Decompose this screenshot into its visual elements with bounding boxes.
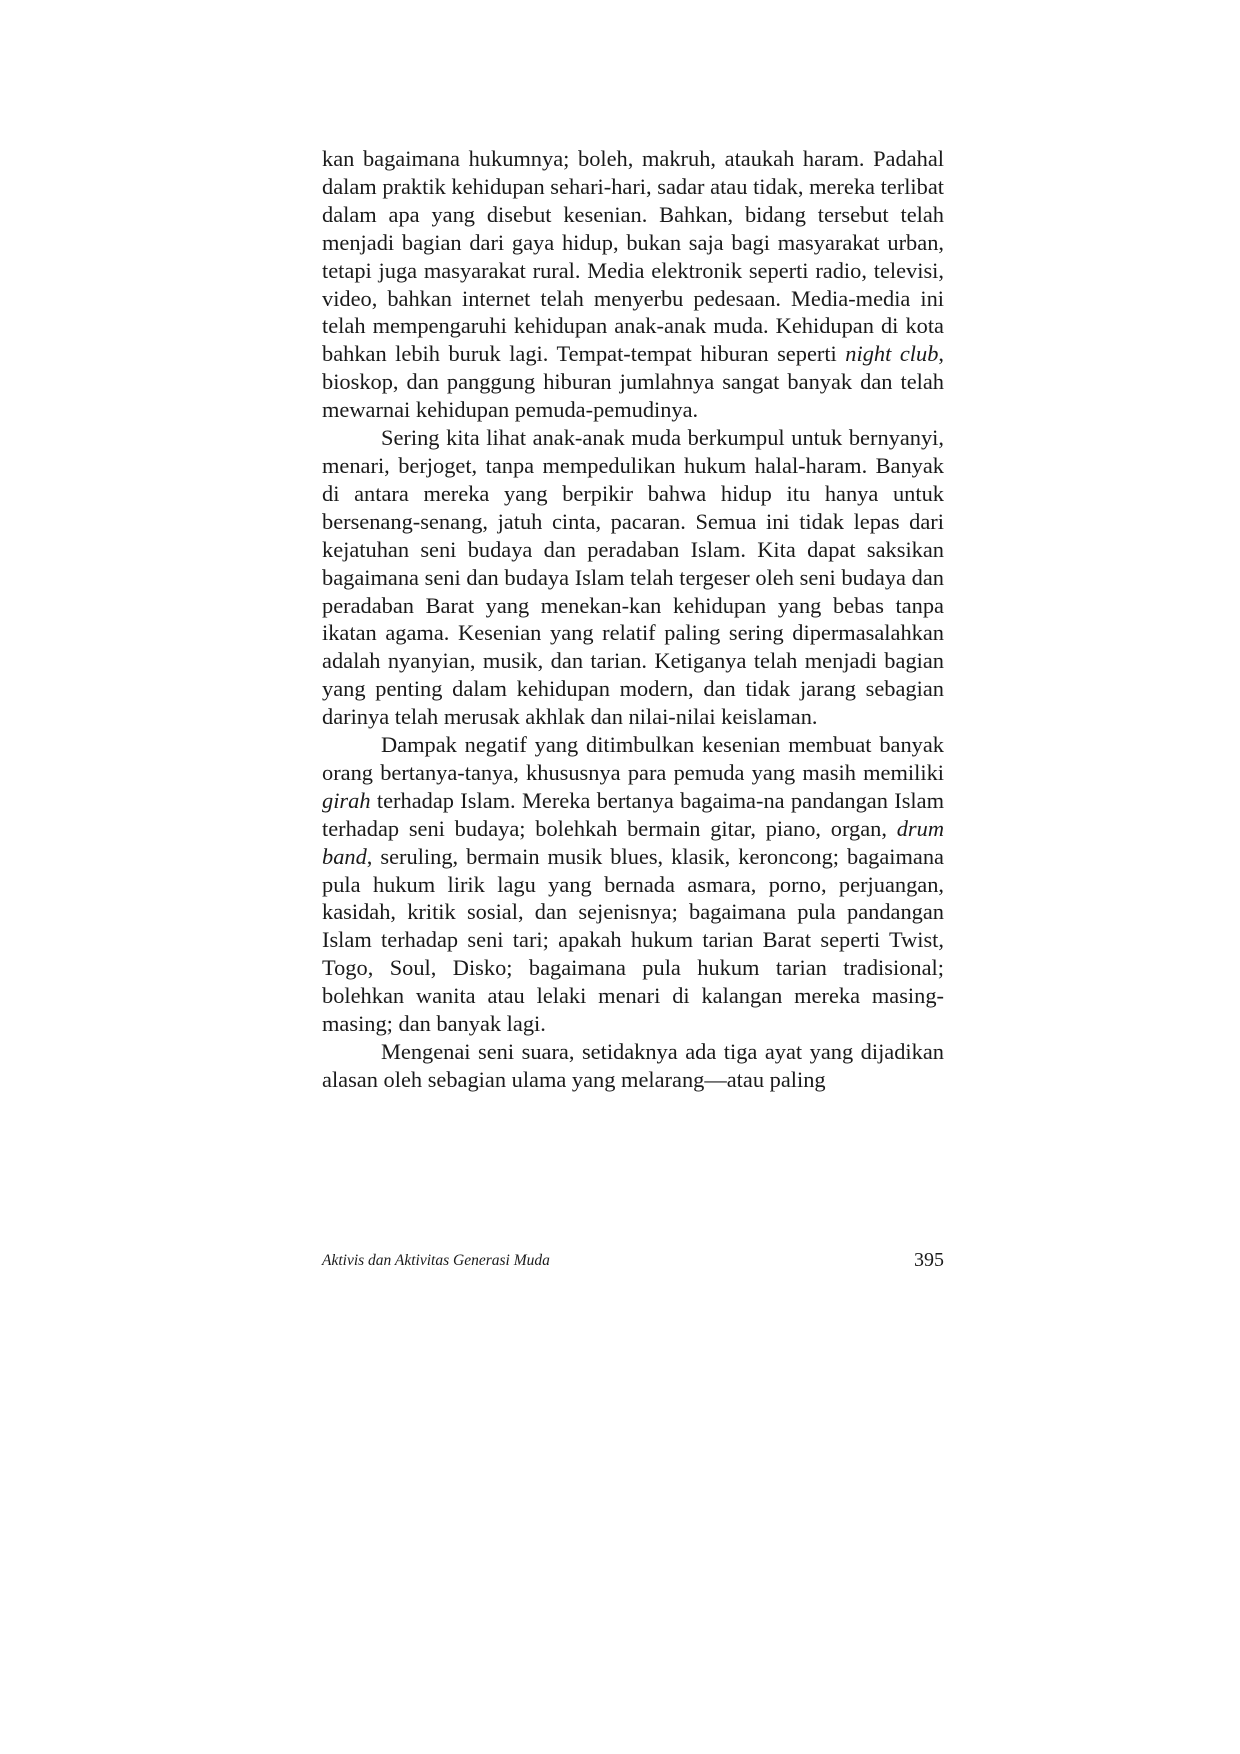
italic-term: night club xyxy=(845,341,939,367)
paragraph-text: , seruling, bermain musik blues, klasik, keroncong; bagaimana pula hukum lirik lagu yang bernada asmara, porno, perjuangan, kasidah, kritik sosial, dan sejenisnya; bagaimana pula pandangan Islam terhadap seni tari; apakah hukum tarian Barat seperti Twist, Togo, Soul, Disko; bagaimana pula hukum tarian tradisional; bolehkan wanita atau lelaki menari di kalangan mereka masing-masing; dan banyak lagi. xyxy=(322,843,944,1037)
paragraph xyxy=(322,1038,944,1094)
italic-term: girah xyxy=(322,787,371,813)
paragraph-text: , bioskop, dan panggung hiburan jumlahnya sangat banyak dan telah mewarnai kehidupan pemuda-pemudinya. xyxy=(322,341,944,423)
paragraph xyxy=(322,145,944,424)
paragraph-text: Dampak negatif yang ditimbulkan kesenian membuat banyak orang bertanya-tanya, khususnya para pemuda yang masih memiliki xyxy=(322,732,944,785)
paragraph xyxy=(322,731,944,1038)
footer-book-title: Aktivis dan Aktivitas Generasi Muda xyxy=(322,1252,550,1269)
paragraph-text: kan bagaimana hukumnya; boleh, makruh, ataukah haram. Padahal dalam praktik kehidupan sehari-hari, sadar atau tidak, mereka terlibat dalam apa yang disebut kesenian. Bahkan, bidang tersebut telah menjadi bagian dari gaya hidup, bukan saja bagi masyarakat urban, tetapi juga masyarakat rural. Media elektronik seperti radio, televisi, video, bahkan internet telah menyerbu pedesaan. Media-media ini telah mempengaruhi kehidupan anak-anak muda. Kehidupan di kota bahkan lebih buruk lagi. Tempat-tempat hiburan seperti xyxy=(322,146,944,367)
paragraph-text: Mengenai seni suara, setidaknya ada tiga ayat yang dijadikan alasan oleh sebagian ulama yang melarang—atau paling xyxy=(322,1039,944,1092)
paragraph-text: terhadap Islam. Mereka bertanya bagaima-na pandangan Islam terhadap seni budaya; bolehkah bermain gitar, piano, organ, xyxy=(322,787,944,841)
italic-term: drum band xyxy=(322,815,944,869)
page-footer xyxy=(322,1250,944,1280)
page-number: 395 xyxy=(914,1249,944,1271)
body-text xyxy=(322,145,944,1094)
paragraph-text: Sering kita lihat anak-anak muda berkumpul untuk bernyanyi, menari, berjoget, tanpa mempedulikan hukum halal-haram. Banyak di antara mereka yang berpikir bahwa hidup itu hanya untuk bersenang-senang, jatuh cinta, pacaran. Semua ini tidak lepas dari kejatuhan seni budaya dan peradaban Islam. Kita dapat saksikan bagaimana seni dan budaya Islam telah tergeser oleh seni budaya dan peradaban Barat yang menekan-kan kehidupan yang bebas tanpa ikatan agama. Kesenian yang relatif paling sering dipermasalahkan adalah nyanyian, musik, dan tarian. Ketiganya telah menjadi bagian yang penting dalam kehidupan modern, dan tidak jarang sebagian darinya telah merusak akhlak dan nilai-nilai keislaman. xyxy=(322,425,944,730)
paragraph xyxy=(322,424,944,731)
